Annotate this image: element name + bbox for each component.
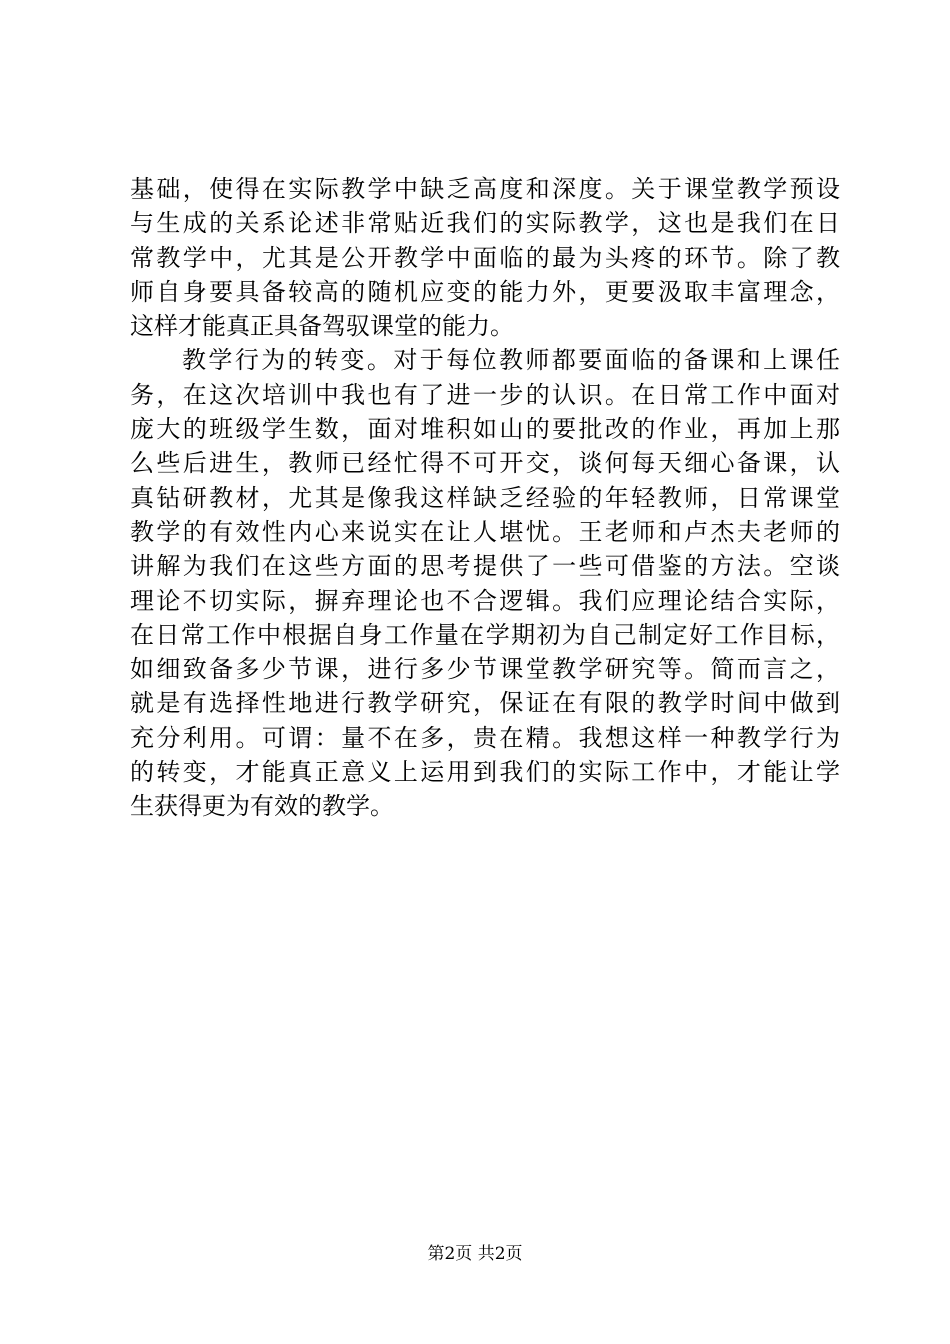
document-body bbox=[130, 172, 840, 824]
text-line: 师自身要具备较高的随机应变的能力外，更要汲取丰富理念， bbox=[130, 277, 840, 306]
text-line: 在日常工作中根据自身工作量在学期初为自己制定好工作目标， bbox=[130, 620, 840, 649]
text-line: 么些后进生，教师已经忙得不可开交，谈何每天细心备课，认 bbox=[130, 449, 840, 478]
text-line: 充分利用。可谓：量不在多，贵在精。我想这样一种教学行为 bbox=[130, 723, 840, 752]
page-footer bbox=[0, 1242, 950, 1266]
text-line: 基础，使得在实际教学中缺乏高度和深度。关于课堂教学预设 bbox=[130, 175, 840, 203]
text-line: 庞大的班级学生数，面对堆积如山的要批改的作业，再加上那 bbox=[130, 415, 840, 444]
text-line: 的转变，才能真正意义上运用到我们的实际工作中，才能让学 bbox=[130, 758, 840, 787]
text-line: 真钻研教材，尤其是像我这样缺乏经验的年轻教师，日常课堂 bbox=[130, 483, 840, 512]
text-line: 教学行为的转变。对于每位教师都要面临的备课和上课任 bbox=[182, 346, 840, 375]
text-line: 讲解为我们在这些方面的思考提供了一些可借鉴的方法。空谈 bbox=[130, 552, 840, 581]
text-line: 如细致备多少节课，进行多少节课堂教学研究等。简而言之， bbox=[130, 655, 840, 684]
text-line: 教学的有效性内心来说实在让人堪忧。王老师和卢杰夫老师的 bbox=[130, 517, 840, 546]
text-line: 生获得更为有效的教学。 bbox=[130, 792, 394, 821]
text-line: 与生成的关系论述非常贴近我们的实际教学，这也是我们在日 bbox=[130, 209, 840, 238]
page-number-label: 第2页 共2页 bbox=[427, 1244, 523, 1264]
text-line: 常教学中，尤其是公开教学中面临的最为头疼的环节。除了教 bbox=[130, 243, 840, 272]
text-line: 务，在这次培训中我也有了进一步的认识。在日常工作中面对 bbox=[130, 380, 840, 409]
text-line: 就是有选择性地进行教学研究，保证在有限的教学时间中做到 bbox=[130, 689, 840, 718]
text-line: 理论不切实际，摒弃理论也不合逻辑。我们应理论结合实际， bbox=[130, 586, 840, 615]
text-line: 这样才能真正具备驾驭课堂的能力。 bbox=[130, 312, 514, 341]
